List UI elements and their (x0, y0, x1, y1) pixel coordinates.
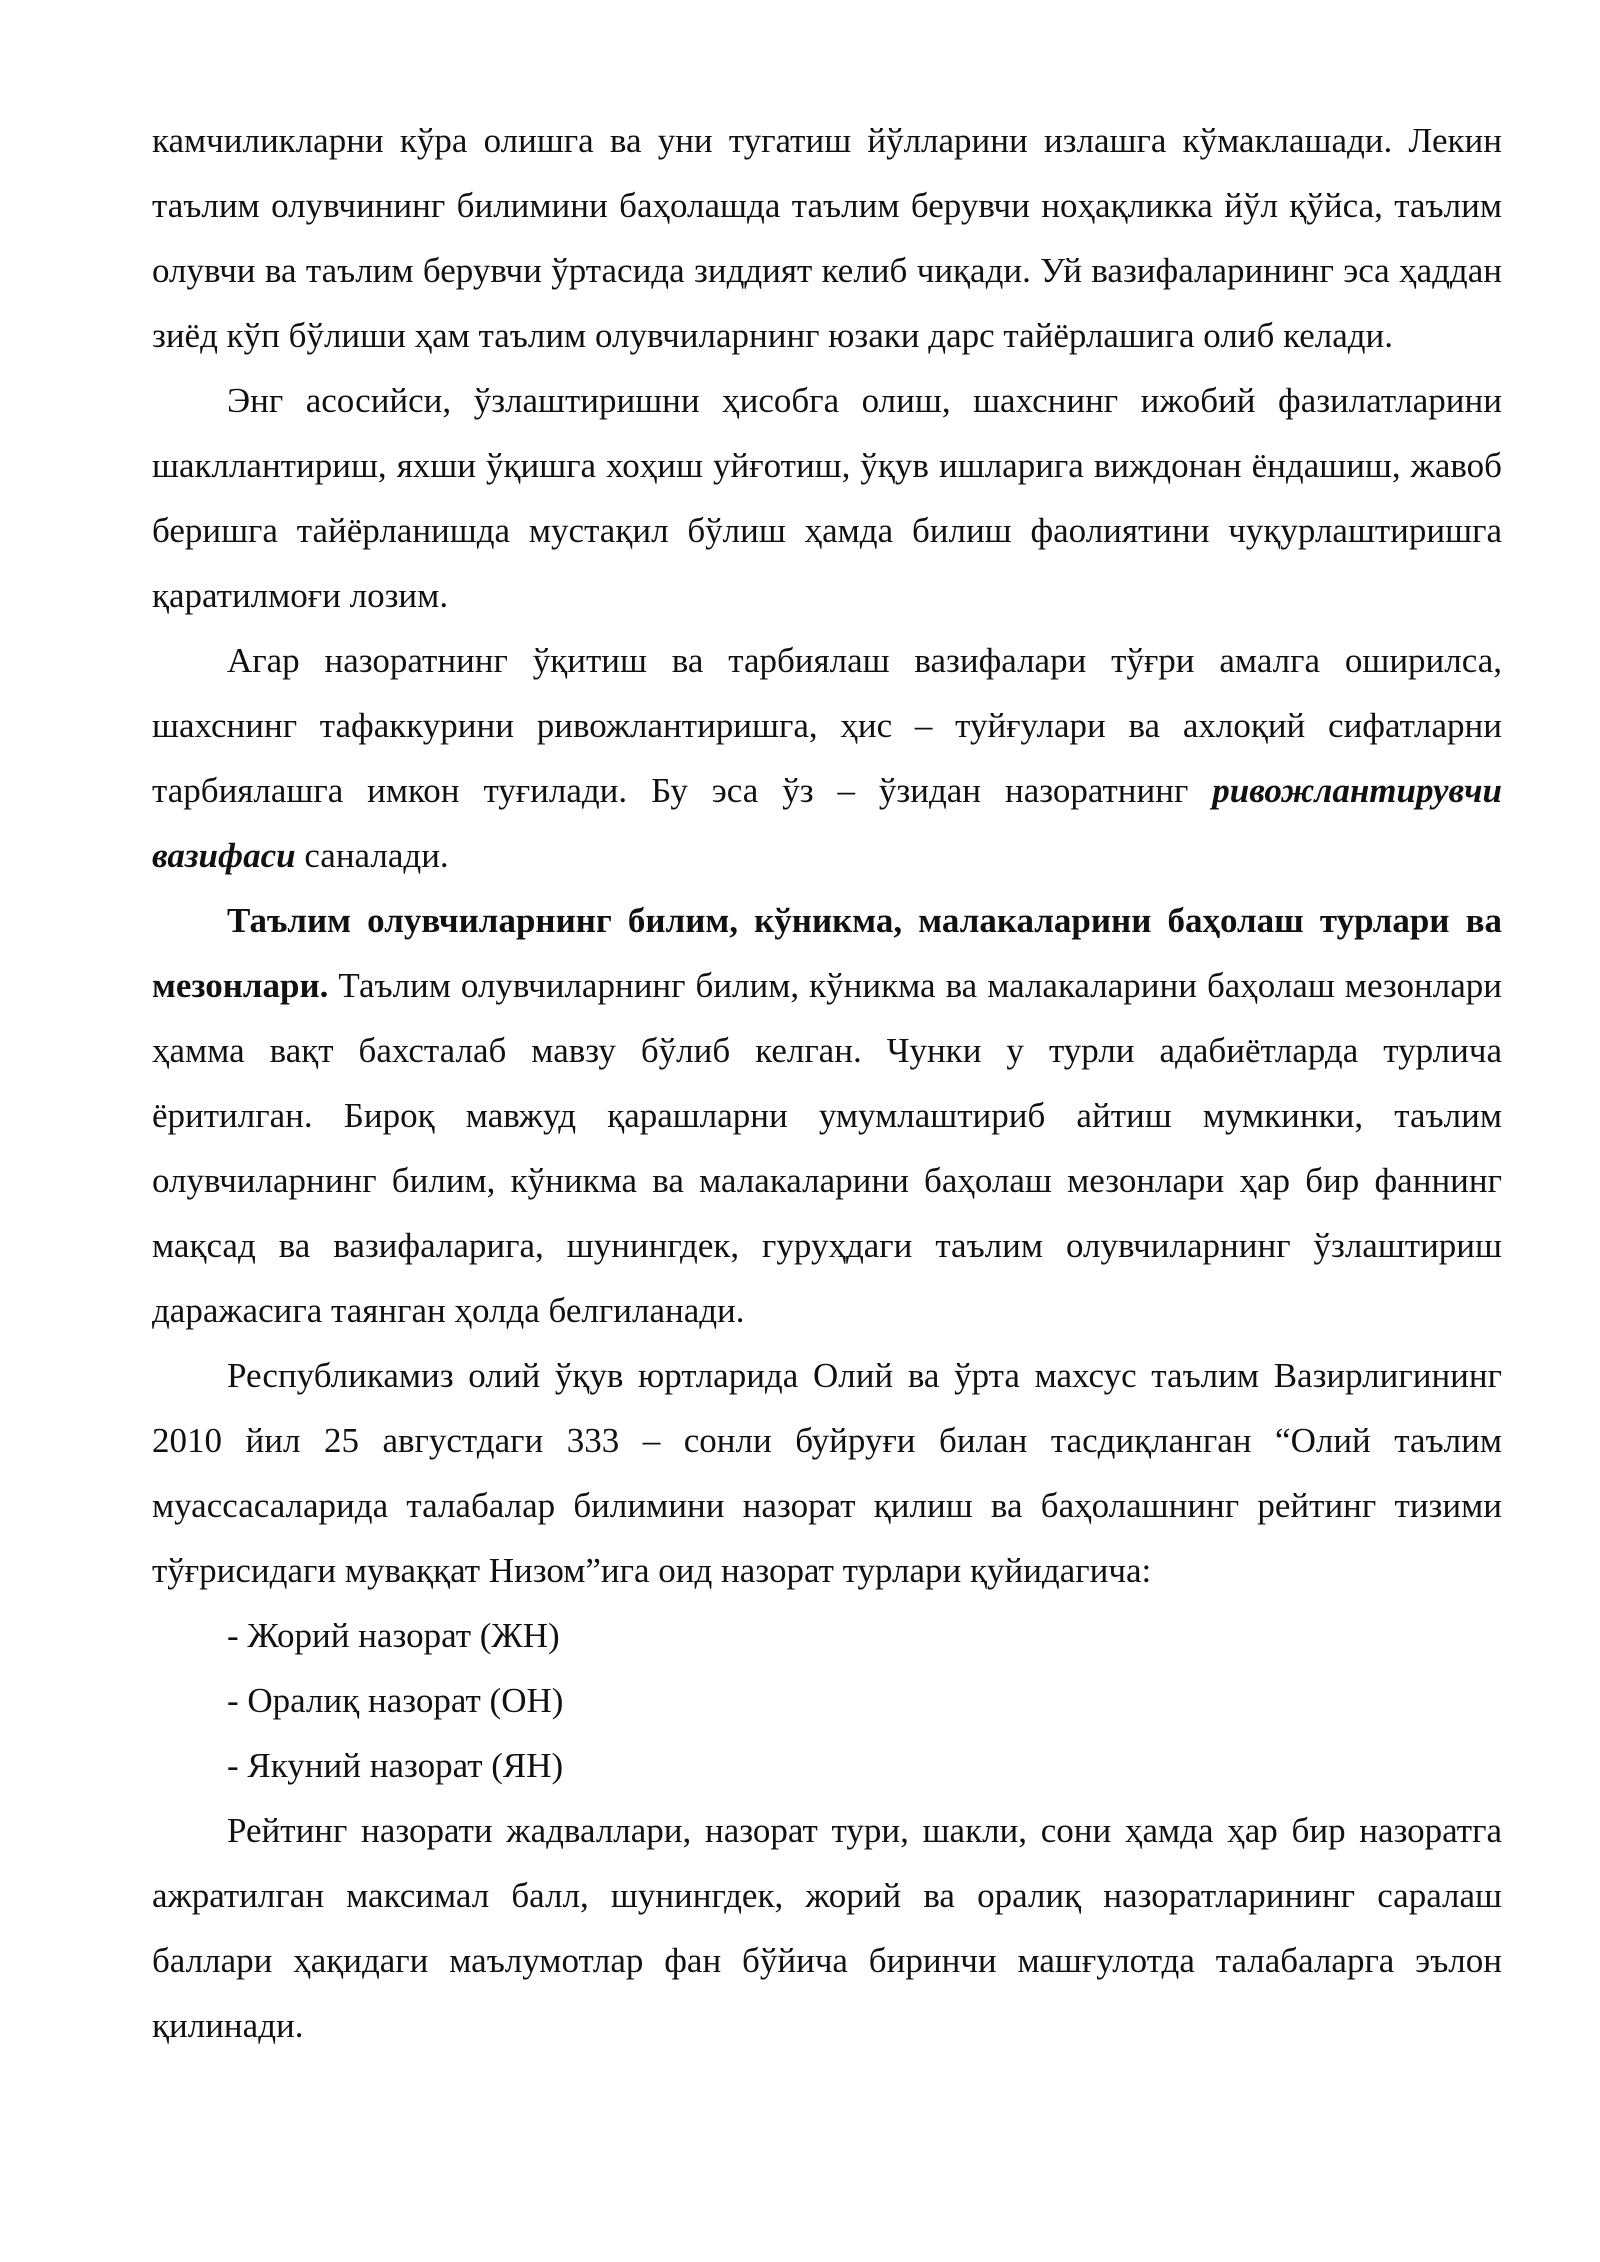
emphasis-term: ривожлантирувчи вазифаси (152, 771, 1502, 875)
paragraph-rating-tables: Рейтинг назорати жадваллари, назорат тури, шакли, сони ҳамда ҳар бир назоратга ажратилган максимал балл, шунингдек, жорий ва оралиқ назоратларининг саралаш баллари ҳақидаги маълумотлар фан бўйича биринчи машғулотда талабаларга эълон қилинади. (152, 1811, 1502, 2045)
section-heading: Таълим олувчиларнинг билим, кўникма, малакаларини баҳолаш турлари ва мезонлари. (152, 901, 1502, 1005)
list-item-final-control: - Якуний назорат (ЯН) (227, 1746, 564, 1785)
paragraph-text: Агар назоратнинг ўқитиш ва тарбиялаш вазифалари тўғри амалга оширилса, шахснинг тафаккурини ривожлантиришга, ҳис – туйғулари ва ахлоқий сифатларни тарбиялашга имкон туғилади. Бу эса ўз – ўзидан назоратнинг (152, 641, 1502, 810)
list-item-current-control: - Жорий назорат (ЖН) (227, 1616, 560, 1655)
list-item-intermediate-control: - Оралиқ назорат (ОН) (227, 1681, 564, 1720)
document-page (152, 108, 1502, 2058)
paragraph-text-end: саналади. (295, 836, 449, 875)
paragraph-assessment-criteria (152, 888, 1502, 1343)
paragraph-developmental-function (152, 628, 1502, 888)
paragraph-regulation: Республикамиз олий ўқув юртларида Олий ва ўрта махсус таълим Вазирлигининг 2010 йил 25 августдаги 333 – сонли буйруғи билан тасдиқланган “Олий таълим муассасаларида талабалар билимини назорат қилиш ва баҳолашнинг рейтинг тизими тўғрисидаги муваққат Низом”ига оид назорат турлари қуйидагича: (152, 1356, 1502, 1590)
paragraph-main-point: Энг асосийси, ўзлаштиришни ҳисобга олиш, шахснинг ижобий фазилатларини шакллантириш, яхши ўқишга хоҳиш уйғотиш, ўқув ишларига виждонан ёндашиш, жавоб беришга тайёрланишда мустақил бўлиш ҳамда билиш фаолиятини чуқурлаштиришга қаратилмоғи лозим. (152, 381, 1502, 615)
paragraph-continuation: камчиликларни кўра олишга ва уни тугатиш йўлларини излашга кўмаклашади. Лекин таълим олувчининг билимини баҳолашда таълим берувчи ноҳақликка йўл қўйса, таълим олувчи ва таълим берувчи ўртасида зиддият келиб чиқади. Уй вазифаларининг эса ҳаддан зиёд кўп бўлиши ҳам таълим олувчиларнинг юзаки дарс тайёрлашига олиб келади. (152, 121, 1502, 355)
paragraph-text: Таълим олувчиларнинг билим, кўникма ва малакаларини баҳолаш мезонлари ҳамма вақт бахсталаб мавзу бўлиб келган. Чунки у турли адабиётларда турлича ёритилган. Бироқ мавжуд қарашларни умумлаштириб айтиш мумкинки, таълим олувчиларнинг билим, кўникма ва малакаларини баҳолаш мезонлари ҳар бир фаннинг мақсад ва вазифаларига, шунингдек, гуруҳдаги таълим олувчиларнинг ўзлаштириш даражасига таянган ҳолда белгиланади. (152, 966, 1502, 1330)
